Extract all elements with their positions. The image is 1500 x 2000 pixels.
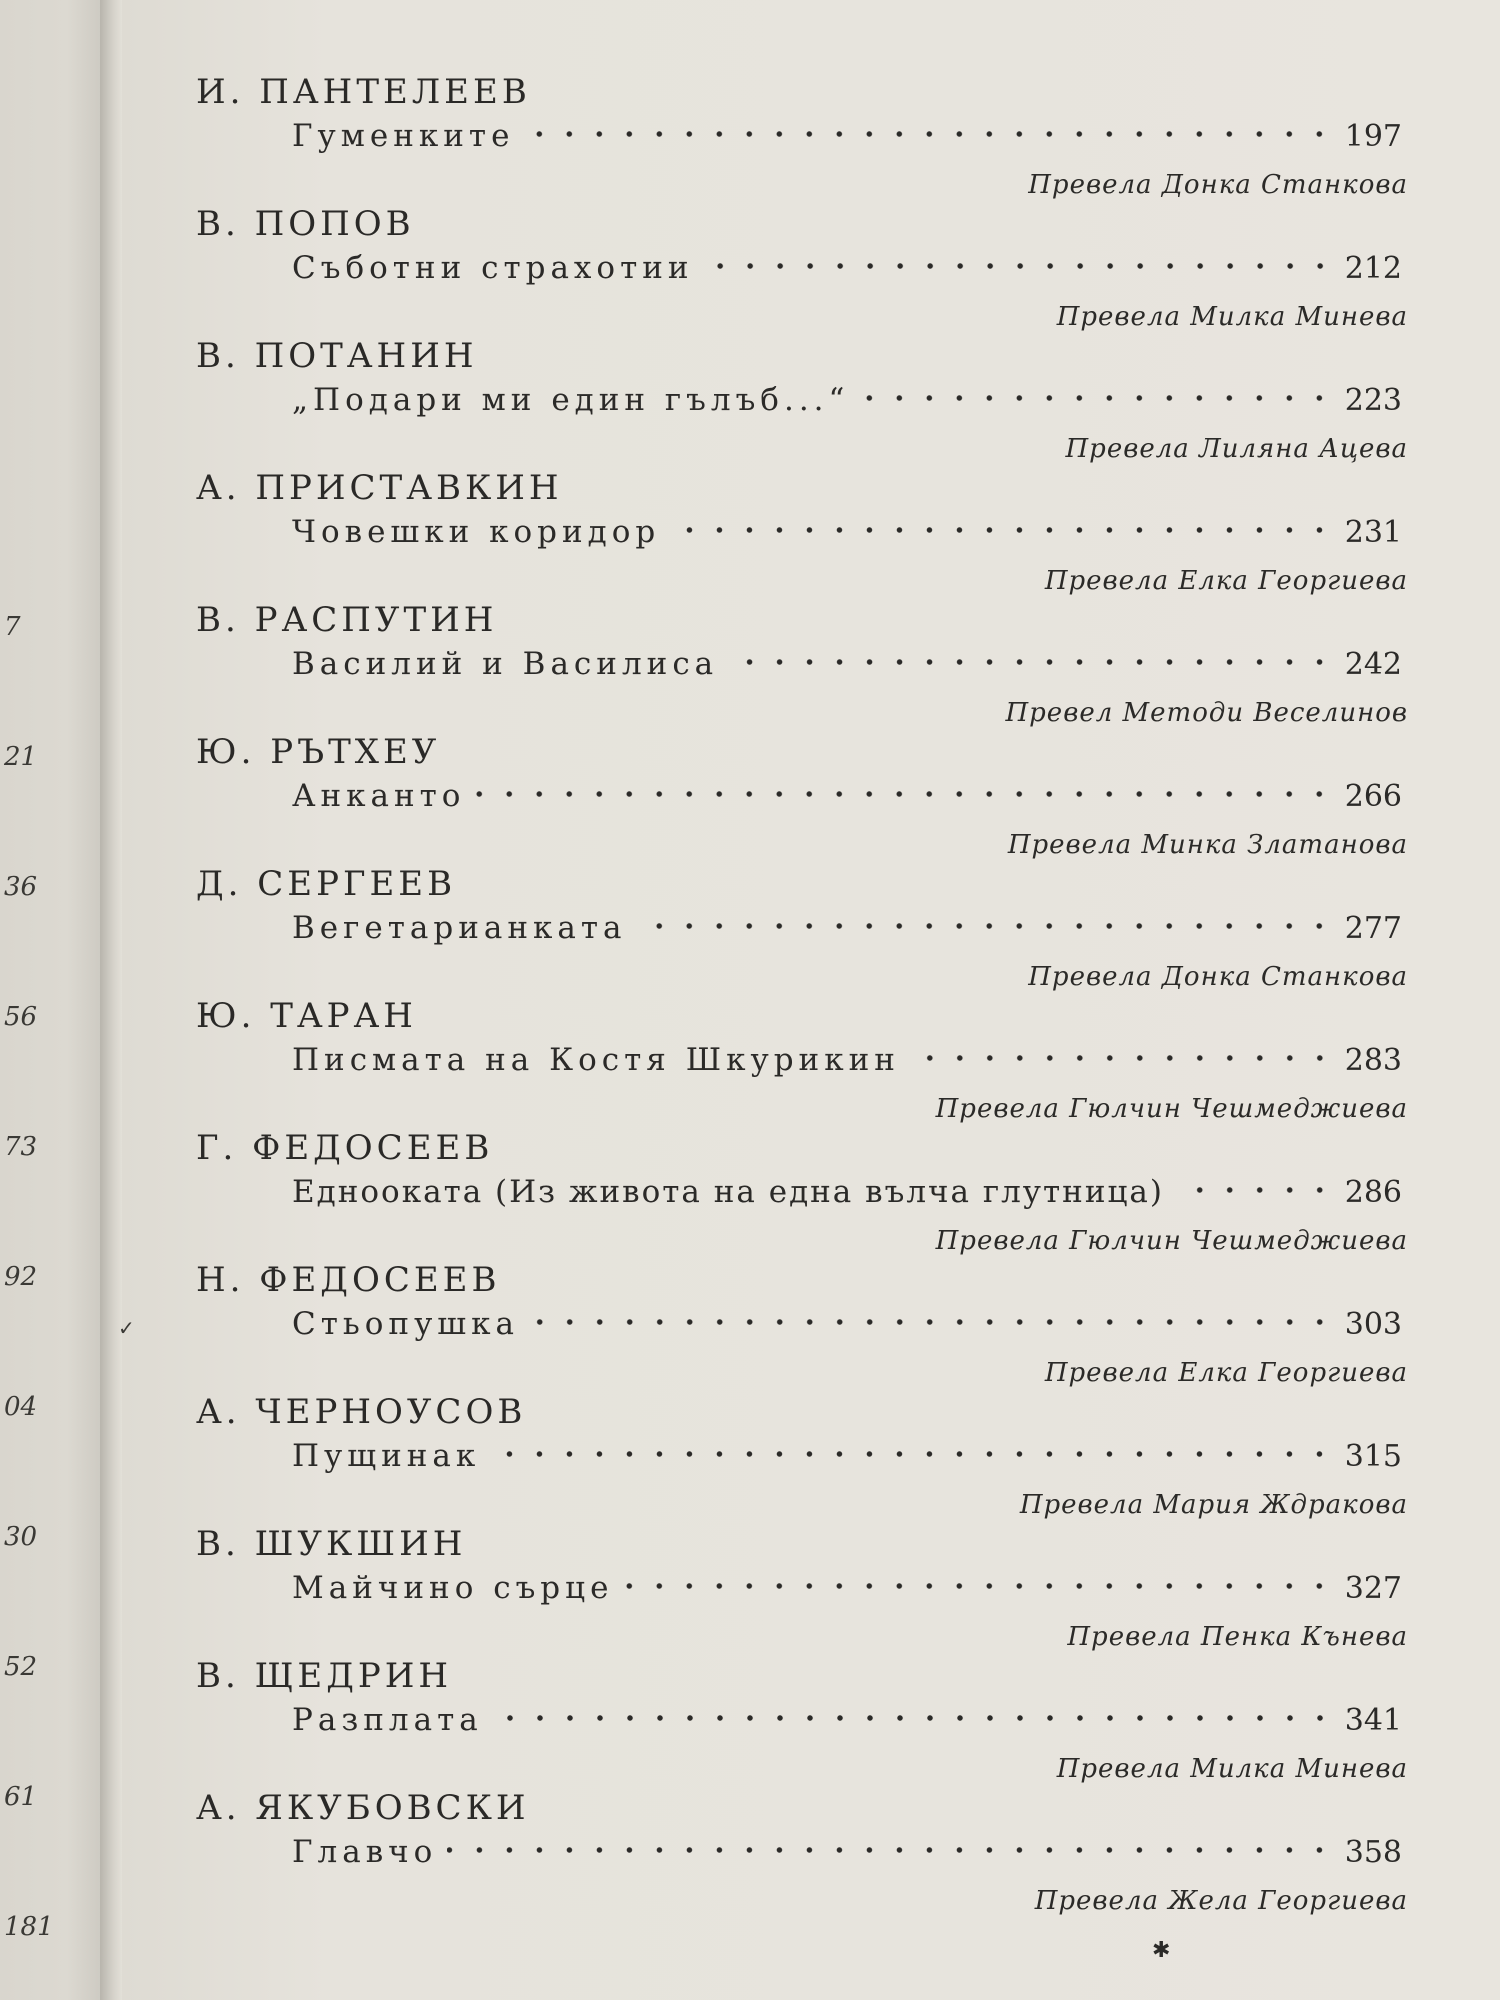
dot-leader	[524, 122, 1334, 146]
title-line	[292, 382, 1402, 422]
left-page-number: 04	[4, 1392, 38, 1422]
dot-leader	[1174, 1178, 1335, 1202]
title-line	[292, 1702, 1402, 1742]
author-name: А. ЯКУБОВСКИ	[196, 1788, 530, 1828]
page-number: 212	[1344, 251, 1402, 286]
author-name: Д. СЕРГЕЕВ	[196, 864, 457, 904]
story-title: Еднооката (Из живота на една вълча глутница)	[292, 1174, 1165, 1210]
author-name: В. ШУКШИН	[196, 1524, 467, 1564]
story-title: Писмата на Костя Шкурикин	[292, 1042, 900, 1078]
translator-credit: Превела Донка Станкова	[1028, 170, 1408, 200]
left-page-number: 30	[4, 1522, 38, 1552]
translator-credit: Превела Лиляна Ацева	[1065, 434, 1408, 464]
translator-credit: Превел Методи Веселинов	[1005, 698, 1408, 728]
story-title: Пущинак	[292, 1438, 481, 1474]
translator-credit: Превела Милка Минева	[1056, 1754, 1408, 1784]
toc-entry	[122, 1788, 1500, 1918]
author-name: В. ЩЕДРИН	[196, 1656, 453, 1696]
translator-credit: Превела Гюлчин Чешмеджиева	[935, 1094, 1408, 1124]
toc-entry	[122, 600, 1500, 730]
toc-entry	[122, 204, 1500, 334]
title-line	[292, 118, 1402, 158]
toc-entry	[122, 1392, 1500, 1522]
story-title: Стьопушка	[292, 1306, 519, 1342]
author-name: Ю. ТАРАН	[196, 996, 417, 1036]
left-page-number: 61	[4, 1782, 38, 1812]
translator-credit: Превела Милка Минева	[1056, 302, 1408, 332]
page-number: 303	[1344, 1307, 1402, 1342]
story-title: Анканто	[292, 778, 466, 814]
dot-leader	[670, 518, 1334, 542]
toc-entry	[122, 72, 1500, 202]
page-number: 242	[1344, 647, 1402, 682]
story-title: „Подари ми един гълъб...“	[292, 382, 850, 418]
author-name: И. ПАНТЕЛЕЕВ	[196, 72, 531, 112]
translator-credit: Превела Мария Ждракова	[1019, 1490, 1408, 1520]
title-line	[292, 1438, 1402, 1478]
toc-entry	[122, 996, 1500, 1126]
left-page-number: 56	[4, 1002, 38, 1032]
dot-leader	[490, 1442, 1334, 1466]
page-number: 223	[1344, 383, 1402, 418]
author-name: В. РАСПУТИН	[196, 600, 498, 640]
author-name: Н. ФЕДОСЕЕВ	[196, 1260, 501, 1300]
book-spine	[100, 0, 122, 2000]
left-page-number: 36	[4, 872, 38, 902]
dot-leader	[493, 1706, 1335, 1730]
title-line	[292, 1834, 1402, 1874]
story-title: Човешки коридор	[292, 514, 661, 550]
left-page-number: 73	[4, 1132, 38, 1162]
dot-leader	[623, 1574, 1334, 1598]
title-line	[292, 910, 1402, 950]
author-name: А. ЧЕРНОУСОВ	[196, 1392, 527, 1432]
dot-leader	[636, 914, 1334, 938]
author-name: Ю. РЪТХЕУ	[196, 732, 441, 772]
left-page-number: 52	[4, 1652, 38, 1682]
toc-entry	[122, 1260, 1500, 1390]
left-page-number: 92	[4, 1262, 38, 1292]
pencil-mark-icon: ✓	[118, 1316, 135, 1340]
translator-credit: Превела Пенка Кънева	[1067, 1622, 1408, 1652]
toc-entry	[122, 1524, 1500, 1654]
toc-entry	[122, 1656, 1500, 1786]
title-line	[292, 1306, 1402, 1346]
left-page-number: 7	[4, 612, 21, 642]
author-name: В. ПОПОВ	[196, 204, 415, 244]
contents-page	[122, 0, 1500, 2000]
story-title: Майчино сърце	[292, 1570, 614, 1606]
title-line	[292, 778, 1402, 818]
page-number: 358	[1344, 1835, 1402, 1870]
title-line	[292, 1570, 1402, 1610]
dot-leader	[475, 782, 1334, 806]
author-name: В. ПОТАНИН	[196, 336, 478, 376]
translator-credit: Превела Елка Георгиева	[1044, 566, 1408, 596]
story-title: Главчо	[292, 1834, 438, 1870]
story-title: Василий и Василиса	[292, 646, 719, 682]
ornament-star-icon: ✱	[1152, 1938, 1171, 1963]
dot-leader	[728, 650, 1335, 674]
author-name: Г. ФЕДОСЕЕВ	[196, 1128, 494, 1168]
page-number: 283	[1344, 1043, 1402, 1078]
translator-credit: Превела Гюлчин Чешмеджиева	[935, 1226, 1408, 1256]
story-title: Гуменките	[292, 118, 515, 154]
author-name: А. ПРИСТАВКИН	[196, 468, 563, 508]
page-number: 286	[1344, 1175, 1402, 1210]
page-number: 327	[1344, 1571, 1402, 1606]
page-number: 315	[1344, 1439, 1402, 1474]
toc-entry	[122, 864, 1500, 994]
dot-leader	[704, 254, 1335, 278]
story-title: Разплата	[292, 1702, 483, 1738]
title-line	[292, 1042, 1402, 1082]
translator-credit: Превела Елка Георгиева	[1044, 1358, 1408, 1388]
dot-leader	[910, 1046, 1335, 1070]
title-line	[292, 646, 1402, 686]
dot-leader	[447, 1838, 1334, 1862]
translator-credit: Превела Жела Георгиева	[1034, 1886, 1408, 1916]
toc-entry	[122, 336, 1500, 466]
story-title: Вегетарианката	[292, 910, 627, 946]
toc-entry	[122, 732, 1500, 862]
toc-entry	[122, 1128, 1500, 1258]
left-page-number: 181	[4, 1912, 54, 1942]
toc-entry	[122, 468, 1500, 598]
dot-leader	[859, 386, 1334, 410]
page-number: 341	[1344, 1703, 1402, 1738]
page-number: 231	[1344, 515, 1402, 550]
title-line	[292, 514, 1402, 554]
page-number: 197	[1344, 119, 1402, 154]
title-line	[292, 250, 1402, 290]
translator-credit: Превела Минка Златанова	[1007, 830, 1408, 860]
dot-leader	[529, 1310, 1335, 1334]
left-page-number: 21	[4, 742, 38, 772]
page-number: 277	[1344, 911, 1402, 946]
title-line	[292, 1174, 1402, 1214]
left-page	[0, 0, 112, 2000]
translator-credit: Превела Донка Станкова	[1028, 962, 1408, 992]
page-number: 266	[1344, 779, 1402, 814]
story-title: Съботни страхотии	[292, 250, 694, 286]
